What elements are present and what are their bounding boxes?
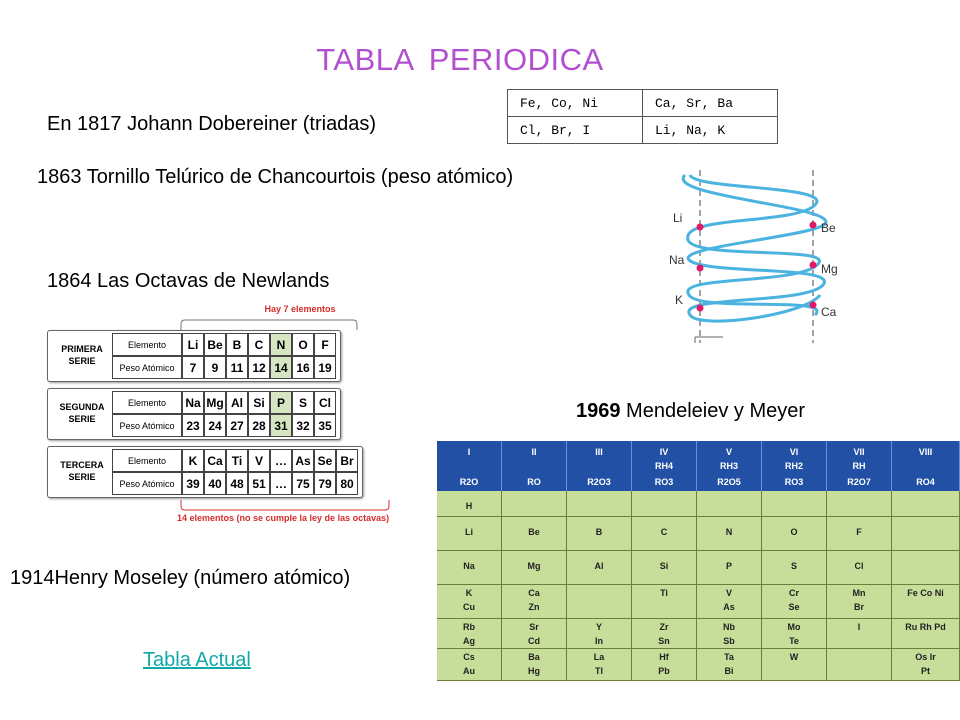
title-part-1: TABLA (316, 42, 415, 77)
element-symbol: Cu (463, 602, 475, 612)
element-symbol: Ag (463, 636, 475, 646)
element-symbol: Ti (660, 588, 668, 598)
element-cell: Ca (204, 449, 226, 472)
weight-cell: 7 (182, 356, 204, 379)
group-header-line: RO3 (784, 477, 804, 487)
element-cell (567, 491, 632, 517)
mendeleiev-line (576, 400, 805, 423)
element-symbol: Cs (463, 652, 475, 662)
element-cell (697, 619, 762, 649)
group-header-line: RH2 (784, 461, 803, 471)
element-cell (892, 517, 960, 551)
weight-cell: 39 (182, 472, 204, 495)
group-header-line: R2O5 (717, 477, 741, 487)
element-cell (567, 585, 632, 619)
mendeleiev-table (437, 441, 960, 691)
element-cell: Ti (226, 449, 248, 472)
newlands-bottom-note: 14 elementos (no se cumple la ley de las octavas) (177, 513, 390, 523)
weight-cell: 35 (314, 414, 336, 437)
helix-label-mg: Mg (821, 262, 838, 276)
element-symbol: K (465, 588, 473, 598)
element-symbol: Si (659, 561, 669, 571)
element-cell (697, 491, 762, 517)
element-cell: K (182, 449, 204, 472)
element-cell (892, 551, 960, 585)
element-symbol: Rb (463, 622, 475, 632)
group-header-line: V (725, 447, 732, 457)
weight-cell: 24 (204, 414, 226, 437)
element-cell (827, 585, 892, 619)
newlands-serie-3 (47, 446, 363, 498)
group-header-line: VII (853, 447, 865, 457)
serie-row-label: Elemento (112, 333, 182, 356)
element-cell (632, 649, 697, 681)
weight-cell: 32 (292, 414, 314, 437)
serie-row-label: Peso Atómico (112, 472, 182, 495)
group-header-line: RO3 (654, 477, 674, 487)
dobereiner-line: En 1817 Johann Dobereiner (triadas) (47, 113, 377, 135)
triad-cell: Li, Na, K (643, 117, 778, 144)
element-symbol: Mg (527, 561, 541, 571)
serie-row-label: Elemento (112, 449, 182, 472)
weight-cell: 40 (204, 472, 226, 495)
element-symbol: Ba (528, 652, 540, 662)
element-symbol: Te (789, 636, 799, 646)
group-header (502, 441, 567, 491)
group-header (567, 441, 632, 491)
weight-cell: 48 (226, 472, 248, 495)
element-symbol: Hg (528, 666, 540, 676)
element-symbol: Pt (921, 666, 930, 676)
element-cell: … (270, 449, 292, 472)
weight-cell: 79 (314, 472, 336, 495)
element-cell (502, 585, 567, 619)
triad-cell: Ca, Sr, Ba (643, 90, 778, 117)
serie-name: TERCERA SERIE (60, 460, 104, 482)
group-header (697, 441, 762, 491)
mendeleiev-text: Mendeleiev y Meyer (620, 400, 806, 422)
group-header-line: RH3 (719, 461, 738, 471)
newlands-serie-2 (47, 388, 341, 440)
element-symbol: Cr (788, 588, 799, 598)
group-header (762, 441, 827, 491)
element-symbol: Nb (723, 622, 735, 632)
element-cell: P (270, 391, 292, 414)
element-cell (697, 649, 762, 681)
weight-cell: 9 (204, 356, 226, 379)
element-cell (827, 619, 892, 649)
element-cell (567, 619, 632, 649)
element-symbol: Ca (528, 588, 540, 598)
helix-label-na: Na (669, 253, 685, 267)
element-cell: Si (248, 391, 270, 414)
serie-row-label: Elemento (112, 391, 182, 414)
serie-row-label: Peso Atómico (112, 356, 182, 379)
group-header-line: VIII (918, 447, 933, 457)
weight-cell: 28 (248, 414, 270, 437)
element-cell (437, 619, 502, 649)
group-header-line: RO (527, 477, 541, 487)
element-cell (762, 551, 827, 585)
element-symbol: Hf (659, 652, 669, 662)
group-header-line: R2O3 (587, 477, 611, 487)
group-header-line: RO4 (916, 477, 935, 487)
element-cell (762, 517, 827, 551)
helix-label-ca: Ca (821, 305, 837, 319)
newlands-serie-1 (47, 330, 341, 382)
element-cell: F (314, 333, 336, 356)
element-cell: Al (226, 391, 248, 414)
mendeleiev-year: 1969 (576, 400, 621, 422)
element-cell (437, 649, 502, 681)
element-cell (827, 649, 892, 681)
weight-cell: … (270, 472, 292, 495)
group-header-line: II (531, 447, 537, 457)
element-symbol: Y (595, 622, 602, 632)
element-symbol: S (790, 561, 797, 571)
element-symbol: Zr (659, 622, 669, 632)
element-symbol: Sn (658, 636, 670, 646)
element-cell (437, 551, 502, 585)
group-header-line: RH (852, 461, 866, 471)
element-cell (502, 649, 567, 681)
element-symbol: Zn (528, 602, 540, 612)
weight-cell: 80 (336, 472, 358, 495)
element-cell (892, 585, 960, 619)
weight-cell: 31 (270, 414, 292, 437)
weight-cell: 11 (226, 356, 248, 379)
helix-label-be: Be (821, 221, 836, 235)
element-cell: Br (336, 449, 358, 472)
element-cell (437, 517, 502, 551)
element-cell: C (248, 333, 270, 356)
element-cell: O (292, 333, 314, 356)
element-cell (437, 491, 502, 517)
element-cell (502, 551, 567, 585)
serie-name: PRIMERA SERIE (61, 344, 103, 366)
element-cell (567, 649, 632, 681)
element-symbol: Tl (595, 666, 603, 676)
element-cell (567, 517, 632, 551)
group-header (437, 441, 502, 491)
chancourtois-line: 1863 Tornillo Telúrico de Chancourtois (peso atómico) (37, 166, 514, 188)
newlands-top-note: Hay 7 elementos (264, 304, 336, 314)
element-symbol: Bi (724, 666, 734, 676)
moseley-line: 1914Henry Moseley (número atómico) (10, 567, 351, 589)
newlands-figure (45, 302, 405, 527)
element-symbol: La (593, 652, 605, 662)
element-symbol: Mo (787, 622, 801, 632)
weight-cell: 12 (248, 356, 270, 379)
element-symbol: V (725, 588, 732, 598)
weight-cell: 23 (182, 414, 204, 437)
element-symbol: Os Ir (915, 652, 936, 662)
element-symbol: Se (788, 602, 800, 612)
element-symbol: Be (528, 527, 540, 537)
element-cell: Se (314, 449, 336, 472)
element-cell (632, 491, 697, 517)
element-cell: B (226, 333, 248, 356)
element-cell: Na (182, 391, 204, 414)
element-symbol: I (857, 622, 861, 632)
group-header-line: VI (789, 447, 799, 457)
element-symbol: Au (463, 666, 475, 676)
element-cell: V (248, 449, 270, 472)
element-symbol: Fe Co Ni (907, 588, 944, 598)
weight-cell: 51 (248, 472, 270, 495)
element-symbol: P (725, 561, 732, 571)
element-symbol: As (723, 602, 735, 612)
element-symbol: O (790, 527, 798, 537)
helix-label-li: Li (673, 211, 683, 225)
element-cell (437, 585, 502, 619)
element-symbol: C (660, 527, 668, 537)
group-header-line: I (467, 447, 471, 457)
group-header (632, 441, 697, 491)
element-symbol: Na (463, 561, 475, 571)
element-cell (567, 551, 632, 585)
element-symbol: Br (853, 602, 864, 612)
element-symbol: In (595, 636, 603, 646)
element-cell (892, 491, 960, 517)
element-symbol: Mn (852, 588, 866, 598)
weight-cell: 75 (292, 472, 314, 495)
element-cell (502, 517, 567, 551)
group-header-line: IV (659, 447, 669, 457)
element-cell (827, 491, 892, 517)
element-symbol: Cl (854, 561, 864, 571)
group-header (827, 441, 892, 491)
page-title (0, 42, 920, 78)
element-cell (762, 491, 827, 517)
element-cell (827, 517, 892, 551)
element-cell: Be (204, 333, 226, 356)
tabla-actual-link[interactable]: Tabla Actual (143, 649, 251, 671)
element-cell (632, 551, 697, 585)
element-symbol: Al (594, 561, 604, 571)
group-header-line: R2O7 (847, 477, 871, 487)
weight-cell: 27 (226, 414, 248, 437)
element-cell (697, 551, 762, 585)
serie-row-label: Peso Atómico (112, 414, 182, 437)
weight-cell: 19 (314, 356, 336, 379)
element-symbol: F (856, 527, 862, 537)
title-part-2: PERIODICA (428, 42, 604, 77)
element-symbol: B (595, 527, 603, 537)
newlands-line: 1864 Las Octavas de Newlands (47, 270, 330, 292)
element-cell (632, 585, 697, 619)
element-cell: S (292, 391, 314, 414)
element-symbol: Pb (658, 666, 670, 676)
element-symbol: H (465, 501, 473, 511)
element-cell (502, 491, 567, 517)
element-cell (762, 619, 827, 649)
element-cell: Mg (204, 391, 226, 414)
element-symbol: Sb (723, 636, 735, 646)
element-symbol: W (789, 652, 799, 662)
telluric-helix (655, 165, 855, 345)
triads-table (507, 89, 778, 144)
group-header-line: R2O (459, 477, 479, 487)
element-cell: N (270, 333, 292, 356)
element-cell (632, 619, 697, 649)
helix-label-k: K (675, 293, 684, 307)
element-symbol: Sr (529, 622, 539, 632)
element-cell: As (292, 449, 314, 472)
element-symbol: Ru Rh Pd (905, 622, 946, 632)
element-cell (827, 551, 892, 585)
element-cell (697, 517, 762, 551)
serie-name: SEGUNDA SERIE (59, 402, 105, 424)
element-cell: Cl (314, 391, 336, 414)
group-header (892, 441, 960, 491)
element-cell (892, 649, 960, 681)
group-header-line: RH4 (654, 461, 673, 471)
element-symbol: Ta (724, 652, 734, 662)
element-cell (502, 619, 567, 649)
element-cell (762, 585, 827, 619)
triad-cell: Cl, Br, I (508, 117, 643, 144)
weight-cell: 16 (292, 356, 314, 379)
group-header-line: III (595, 447, 603, 457)
triad-cell: Fe, Co, Ni (508, 90, 643, 117)
element-cell: Li (182, 333, 204, 356)
element-symbol: Cd (528, 636, 540, 646)
element-cell (632, 517, 697, 551)
weight-cell: 14 (270, 356, 292, 379)
element-cell (697, 585, 762, 619)
element-symbol: Li (465, 527, 473, 537)
element-cell (762, 649, 827, 681)
element-symbol: N (725, 527, 733, 537)
element-cell (892, 619, 960, 649)
